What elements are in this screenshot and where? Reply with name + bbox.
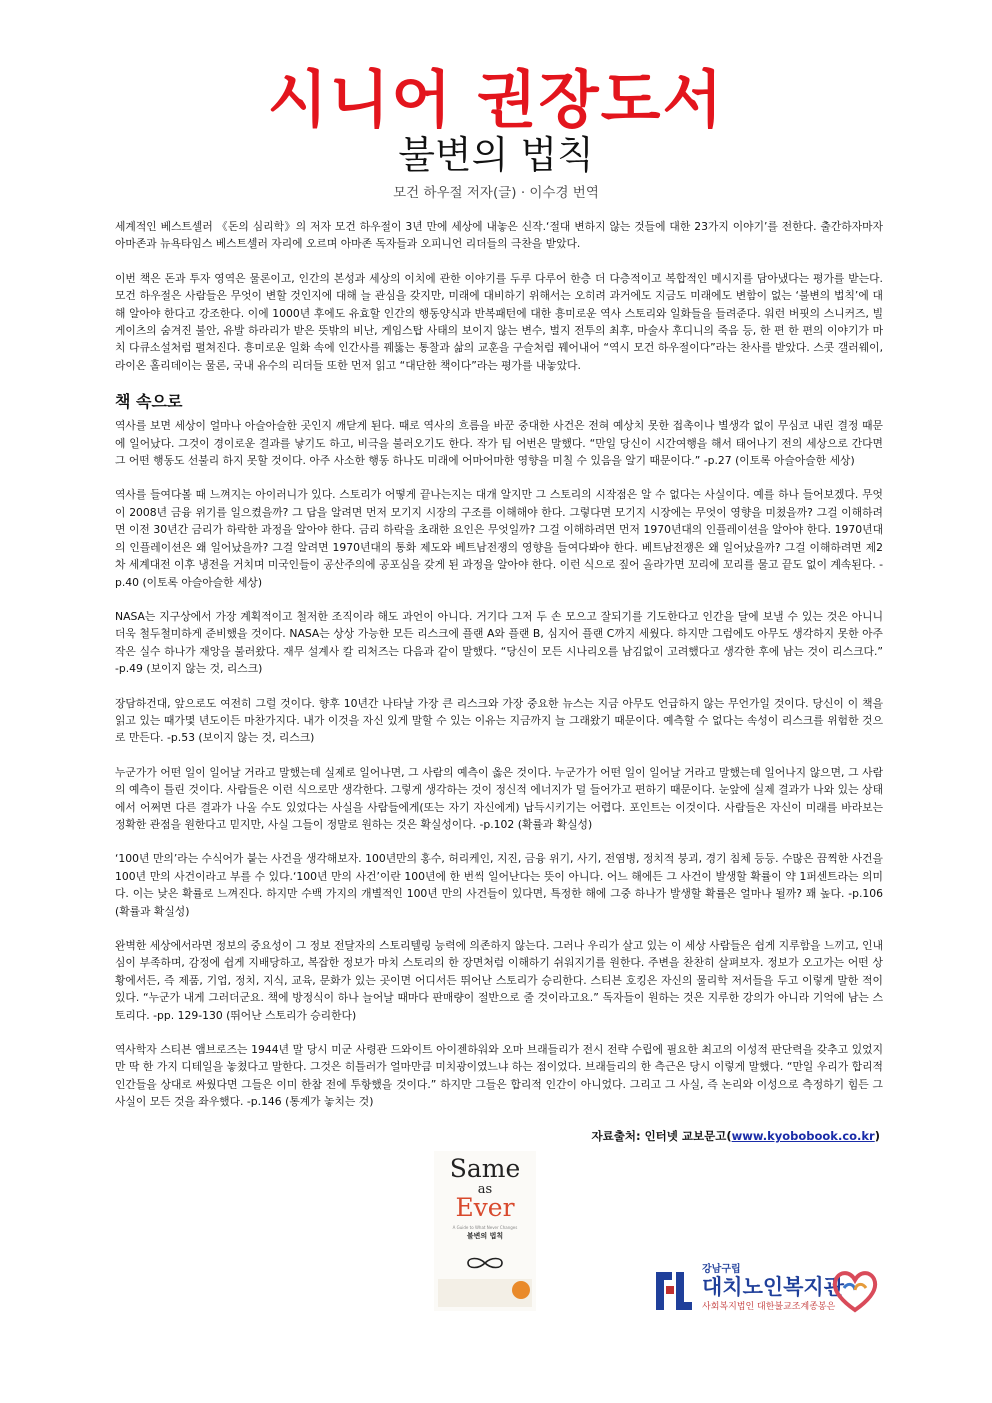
source-suffix: ) bbox=[874, 1129, 880, 1143]
cover-tagline: A Guide to What Never Changes bbox=[452, 1225, 518, 1230]
author-line: 모건 하우절 저자(글) · 이수경 번역 bbox=[393, 185, 599, 201]
logo-name: 대치노인복지관 bbox=[702, 1275, 845, 1299]
excerpt-paragraph: 완벽한 세상에서라면 정보의 중요성이 그 정보 전달자의 스토리텔링 능력에 의존하지 않는다. 그러나 우리가 살고 있는 이 세상 사람들은 쉽게 지루함을 느끼고, 인내심이 부족하며, 감정에 쉽게 지배당하고, 복잡한 정보가 마치 스토리의 한 장면처럼 이해하기 쉬워지기를 원한다. 주변을 찬찬히 살펴보자. 정보가 오고가는 어떤 상황에서든, 즉 제품, 기업, 정치, 지식, 교육, 문화가 있는 곳이면 어디서든 뛰어난 스토리가 승리한다. 스티븐 호킹은 자신의 물리학 저서들을 두고 이렇게 말한 적이 있다. “누군가 내게 그러더군요. 책에 방정식이 하나 늘어날 때마다 판매량이 절반으로 줄 것이라고요.” 독자들이 원하는 것은 지루한 강의가 아니라 기억에 남는 스토리다. -pp. 129-130 (뛰어난 스토리가 승리한다) bbox=[115, 939, 883, 1022]
excerpt-paragraph: NASA는 지구상에서 가장 계획적이고 철저한 조직이라 해도 과언이 아니다. 거기다 그저 두 손 모으고 잘되기를 기도한다고 인간을 달에 보낼 수 있는 것은 아니니 더욱 철두철미하게 준비했을 것이다. NASA는 상상 가능한 모든 리스크에 플랜 A와 플랜 B, 심지어 플랜 C까지 세웠다. 하지만 그럼에도 아무도 생각하지 못한 아주 작은 실수 하나가 재앙을 불러왔다. 재무 설계사 칼 리처즈는 다음과 같이 말했다. “당신이 모든 시나리오를 남김없이 고려했다고 생각한 후에 남는 것이 리스크다.” -p.49 (보이지 않는 것, 리스크) bbox=[115, 609, 883, 676]
book-cover-image bbox=[434, 1151, 536, 1311]
cover-title-ever: Ever bbox=[455, 1193, 515, 1222]
excerpt-paragraph: ‘100년 만의’라는 수식어가 붙는 사건을 생각해보자. 100년만의 홍수, 허리케인, 지진, 금융 위기, 사기, 전염병, 정치적 붕괴, 경기 침체 등등. 수많은 끔찍한 사건을 100년 만의 사건이라고 부를 수 있다.‘100년 만의 사건’이란 100년에 한 번씩 일어난다는 뜻이 아니다. 어느 해에든 그 사건이 발생할 확률이 약 1퍼센트라는 의미다. 이는 낮은 확률로 느껴진다. 하지만 수백 가지의 개별적인 100년 만의 사건들이 있다면, 특정한 해에 그중 하나가 발생할 확률은 얼마나 될까? 꽤 높다. -p.106 (확률과 확실성) bbox=[115, 852, 883, 918]
intro-paragraph: 이번 책은 돈과 투자 영역은 물론이고, 인간의 본성과 세상의 이치에 관한 이야기를 두루 다루어 한층 더 다층적이고 복합적인 메시지를 담아냈다는 평가를 받는다. 모건 하우절은 사람들은 무엇이 변할 것인지에 대해 늘 관심을 갖지만, 미래에 대비하기 위해서는 오히려 과거에도 지금도 미래에도 변함이 없는 ‘불변의 법칙’에 대해 알아야 한다고 강조한다. 이에 1000년 후에도 유효할 인간의 행동양식과 반복패턴에 대한 흥미로운 역사 스토리와 일화들을 들려준다. 워런 버핏의 스니커즈, 빌 게이츠의 숨겨진 불안, 유발 하라리가 받은 뜻밖의 비난, 게임스탑 사태의 보이지 않는 변수, 벌지 전투의 최후, 마술사 후디니의 죽음 등, 한 편 한 편의 이야기가 마치 다큐소설처럼 펼쳐진다. 흥미로운 일화 속에 인간사를 꿰뚫는 통찰과 삶의 교훈을 구슬처럼 꿰어내어 “역시 모건 하우절이다”라는 찬사를 받았다. 스콧 갤러웨이, 라이온 홀리데이는 물론, 국내 유수의 리더들 또한 먼저 읽고 “대단한 책이다”라는 평가를 내놓았다. bbox=[115, 271, 883, 372]
logo-mark-icon bbox=[652, 1264, 696, 1316]
logo-district: 강남구립 bbox=[702, 1264, 741, 1275]
excerpt-paragraph: 역사를 들여다볼 때 느껴지는 아이러니가 있다. 스토리가 어떻게 끝나는지는 대개 알지만 그 스토리의 시작점은 알 수 없다는 사실이다. 예를 하나 들어보겠다. 무엇이 2008년 금융 위기를 일으켰을까? 그 답을 알려면 먼저 모기지 시장의 구조를 이해해야 한다. 그렇다면 모기지 시장에는 무엇이 영향을 미쳤을까? 그걸 이해하려면 이전 30년간 금리가 하락한 과정을 알아야 한다. 금리 하락을 초래한 요인은 무엇일까? 그걸 이해하려면 먼저 1970년대의 인플레이션을 알아야 한다. 1970년대의 인플레이션은 왜 일어났을까? 그걸 알려면 1970년대의 통화 제도와 베트남전쟁의 영향을 들여다봐야 한다. 베트남전쟁은 왜 일어났을까? 그걸 이해하려면 제2차 세계대전 이후 냉전을 거치며 미국인들이 공산주의에 공포심을 갖게 된 과정을 알아야 한다. 이런 식으로 짚어 올라가면 꼬리에 꼬리를 물고 끝도 없이 계속된다. -p.40 (이토록 아슬아슬한 세상) bbox=[115, 488, 883, 589]
excerpt-paragraph: 역사학자 스티븐 앰브로즈는 1944년 말 당시 미군 사령관 드와이트 아이젠하워와 오마 브래들리가 전시 전략 수립에 필요한 최고의 이성적 판단력을 갖추고 있었지만 딱 한 가지 디테일을 놓쳤다고 말한다. 그것은 히틀러가 얼마만큼 미치광이였느냐 하는 점이었다. 브래들리의 한 측근은 당시 이렇게 말했다. “만일 우리가 합리적 인간들을 상대로 싸웠다면 그들은 이미 한참 전에 투항했을 것이다.” 하지만 그들은 합리적 인간이 아니었다. 그리고 그 사실, 즉 논리와 이성으로 측정하기 힘든 그 사실이 모든 것을 좌우했다. -p.146 (통계가 놓치는 것) bbox=[115, 1043, 883, 1109]
cover-korean-title: 불변의 법칙 bbox=[466, 1232, 504, 1240]
welfare-center-logo bbox=[652, 1262, 882, 1322]
heart-icon bbox=[830, 1268, 880, 1314]
excerpt-paragraph: 누군가가 어떤 일이 일어날 거라고 말했는데 실제로 일어나면, 그 사람의 예측이 옳은 것이다. 누군가가 어떤 일이 일어날 거라고 말했는데 일어나지 않으면, 그 사람의 예측이 틀린 것이다. 사람들은 이런 식으로만 생각한다. 그렇게 생각하는 것이 정신적 에너지가 덜 들어가고 편하기 때문이다. 눈앞에 실제 결과가 나와 있는 상태에서 어쩌면 다른 결과가 나올 수도 있었다는 사실을 사람들에게(또는 자기 자신에게) 납득시키기는 어렵다. 포인트는 이것이다. 사람들은 자신이 미래를 바라보는 정확한 관점을 원한다고 믿지만, 사실 그들이 정말로 원하는 것은 확실성이다. -p.102 (확률과 확실성) bbox=[115, 765, 883, 831]
source-prefix: 자료출처: 인터넷 교보문고( bbox=[591, 1129, 732, 1143]
page-title: 시니어 권장도서 bbox=[267, 63, 725, 136]
cover-badge bbox=[512, 1281, 530, 1299]
cover-title-same: Same bbox=[449, 1154, 521, 1183]
source-credit bbox=[592, 1127, 880, 1145]
excerpt-paragraph: 역사를 보면 세상이 얼마나 아슬아슬한 곳인지 깨닫게 된다. 때로 역사의 흐름을 바꾼 중대한 사건은 전혀 예상치 못한 접촉이나 별생각 없이 무심코 내린 결정 때문에 일어났다. 그것이 경이로운 결과를 낳기도 하고, 비극을 불러오기도 한다. 작가 팀 어번은 말했다. “만일 당신이 시간여행을 해서 태어나기 전의 세상으로 간다면 그 어떤 행동도 선불리 하지 못할 것이다. 아주 사소한 행동 하나도 미래에 어마어마한 영향을 미칠 수 있음을 알기 때문이다.” -p.27 (이토록 아슬아슬한 세상) bbox=[115, 419, 883, 468]
source-link[interactable]: www.kyobobook.co.kr bbox=[731, 1129, 875, 1143]
book-title: 불변의 법칙 bbox=[398, 133, 594, 177]
excerpt-paragraph: 장담하건대, 앞으로도 여전히 그럴 것이다. 향후 10년간 나타날 가장 큰 리스크와 가장 중요한 뉴스는 지금 아무도 언급하지 않는 무언가일 것이다. 당신이 이 책을 읽고 있는 때가몇 년도이든 마찬가지다. 내가 이것을 자신 있게 말할 수 있는 이유는 지금까지 늘 그래왔기 때문이다. 예측할 수 없다는 속성이 리스크를 위험한 것으로 만든다. -p.53 (보이지 않는 것, 리스크) bbox=[115, 696, 884, 745]
intro-paragraph: 세계적인 베스트셀러 《돈의 심리학》의 저자 모건 하우절이 3년 만에 세상에 내놓은 신작.‘절대 변하지 않는 것들에 대한 23가지 이야기’를 전한다. 출간하자마자 아마존과 뉴욕타임스 베스트셀러 자리에 오르며 아마존 독자들과 오피니언 리더들의 극찬을 받았다. bbox=[115, 220, 883, 251]
article-body bbox=[115, 218, 883, 1128]
cover-title-as: as bbox=[477, 1182, 493, 1197]
section-heading: 책 속으로 bbox=[115, 392, 183, 412]
logo-foundation: 사회복지법인 대한불교조계종봉은 bbox=[702, 1302, 836, 1312]
infinity-icon bbox=[462, 1257, 508, 1269]
